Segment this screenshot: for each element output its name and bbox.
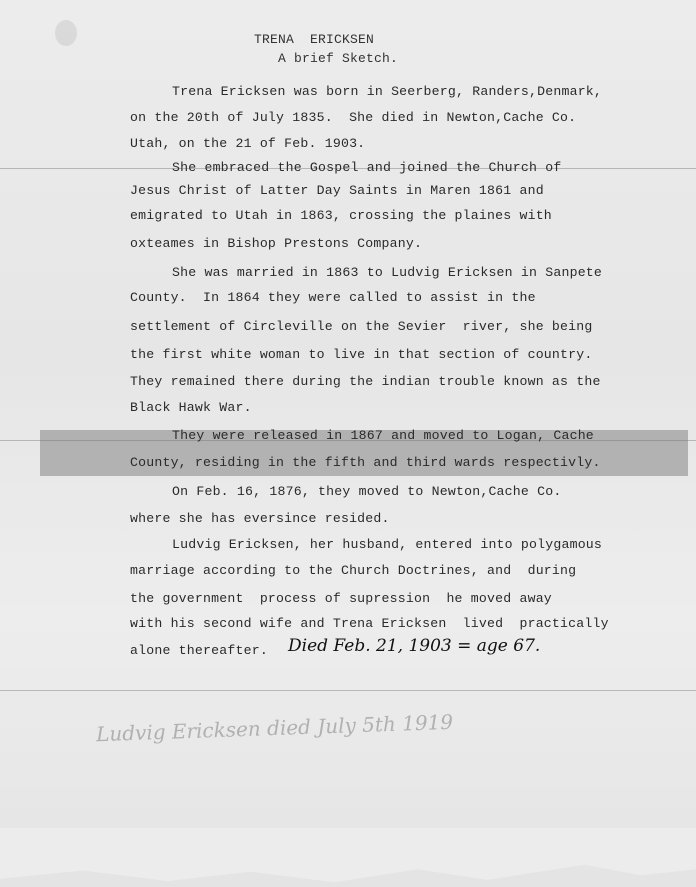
text-line: County, residing in the fifth and third wards respectivly.	[130, 455, 601, 470]
document-subtitle: A brief Sketch.	[278, 51, 399, 66]
text-line: Trena Ericksen was born in Seerberg, Randers,Denmark,	[172, 84, 603, 99]
text-line: They remained there during the indian trouble known as the	[130, 374, 601, 389]
stain	[55, 20, 77, 46]
fold-crease	[0, 690, 696, 691]
text-line: on the 20th of July 1835. She died in Newton,Cache Co.	[130, 110, 577, 125]
text-line: Jesus Christ of Latter Day Saints in Maren 1861 and	[130, 183, 544, 198]
text-line: oxteames in Bishop Prestons Company.	[130, 236, 423, 251]
text-line: with his second wife and Trena Ericksen lived practically	[130, 616, 609, 631]
text-line: settlement of Circleville on the Sevier river, she being	[130, 319, 593, 334]
text-line: She embraced the Gospel and joined the Church of	[172, 160, 562, 175]
torn-bottom-edge	[0, 828, 696, 887]
text-line: alone thereafter.	[130, 643, 268, 658]
text-line: emigrated to Utah in 1863, crossing the plaines with	[130, 208, 552, 223]
text-line: where she has eversince resided.	[130, 511, 390, 526]
handwritten-death-note: Died Feb. 21, 1903 = age 67.	[288, 636, 541, 656]
text-line: They were released in 1867 and moved to Logan, Cache	[172, 428, 594, 443]
text-line: County. In 1864 they were called to assist in the	[130, 290, 536, 305]
text-line: Black Hawk War.	[130, 400, 252, 415]
text-line: Ludvig Ericksen, her husband, entered into polygamous	[172, 537, 603, 552]
text-line: the government process of supression he moved away	[130, 591, 552, 606]
pencil-bottom-note: Ludvig Ericksen died July 5th 1919	[95, 709, 454, 747]
text-line: marriage according to the Church Doctrines, and during	[130, 563, 577, 578]
text-line: the first white woman to live in that section of country.	[130, 347, 593, 362]
text-line: Utah, on the 21 of Feb. 1903.	[130, 136, 366, 151]
document-title: TRENA ERICKSEN	[254, 32, 375, 47]
text-line: She was married in 1863 to Ludvig Ericksen in Sanpete	[172, 265, 603, 280]
text-line: On Feb. 16, 1876, they moved to Newton,Cache Co.	[172, 484, 562, 499]
